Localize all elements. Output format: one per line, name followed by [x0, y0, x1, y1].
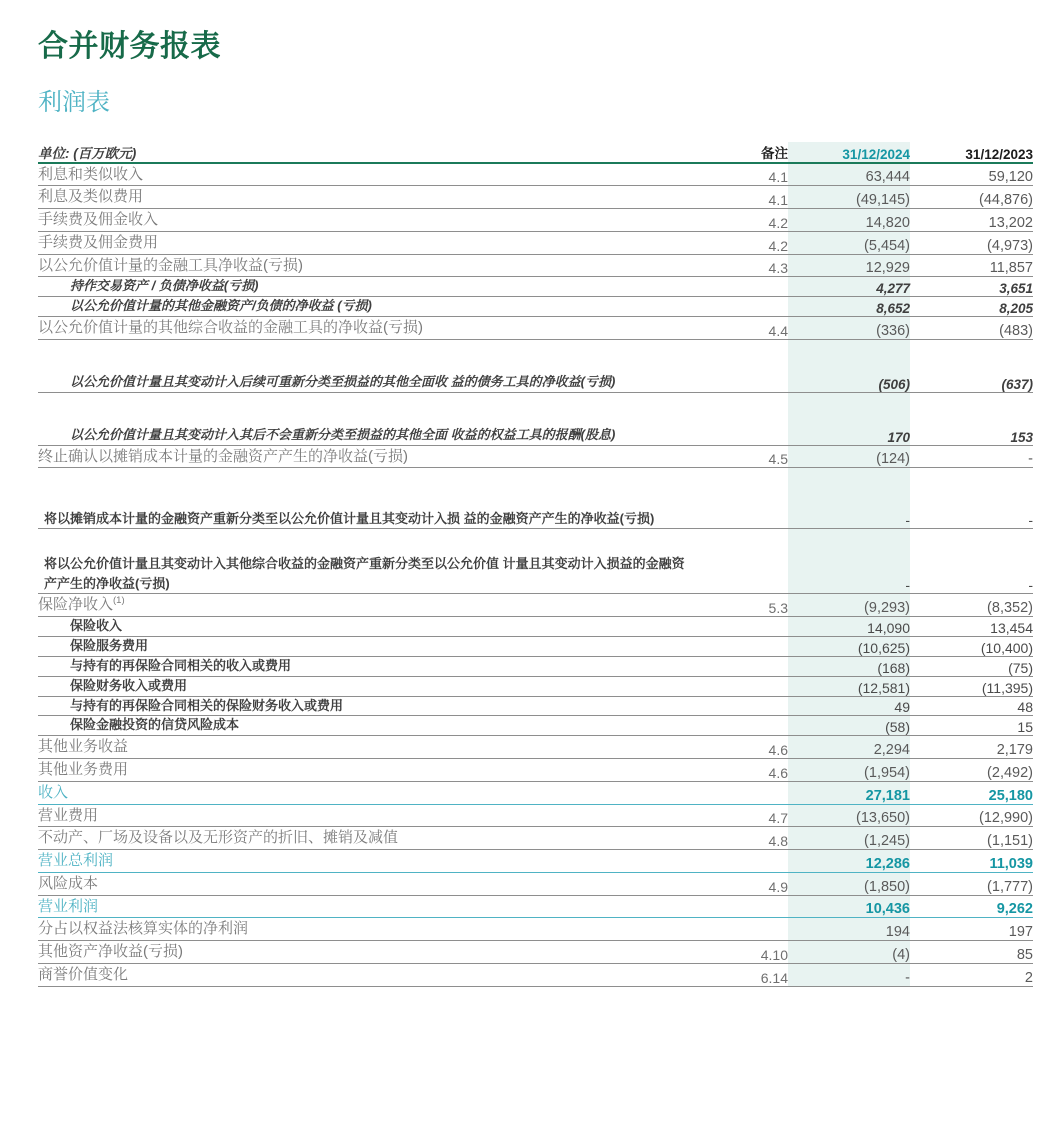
row-note-reference: 4.3 [686, 254, 788, 277]
row-note-reference: 4.1 [686, 163, 788, 186]
row-value-current: 8,652 [788, 297, 910, 317]
row-note-reference: 4.9 [686, 872, 788, 895]
table-row [38, 637, 1033, 657]
row-label: 分占以权益法核算实体的净利润 [38, 918, 686, 941]
table-row [38, 941, 1033, 964]
row-label: 将以摊销成本计量的金融资产重新分类至以公允价值计量且其变动计入损 益的金融资产产生的净收益(亏损) [38, 468, 686, 529]
page-title: 合并财务报表 [38, 30, 221, 63]
row-note-reference [686, 277, 788, 297]
row-value-previous: 11,039 [910, 850, 1033, 873]
row-note-reference: 6.14 [686, 963, 788, 986]
row-value-current: 12,929 [788, 254, 910, 277]
row-note-reference: 4.4 [686, 316, 788, 339]
row-label: 保险财务收入或费用 [38, 676, 686, 696]
row-value-previous: (1,151) [910, 827, 1033, 850]
row-label: 保险服务费用 [38, 637, 686, 657]
row-value-current: - [788, 468, 910, 529]
table-row [38, 339, 1033, 392]
row-value-current: (4) [788, 941, 910, 964]
table-row [38, 736, 1033, 759]
table-row [38, 186, 1033, 209]
row-note-reference [686, 781, 788, 804]
row-note-reference [686, 392, 788, 445]
row-label: 手续费及佣金收入 [38, 209, 686, 232]
row-label: 持作交易资产 / 负债净收益(亏损) [38, 277, 686, 297]
row-value-current: (9,293) [788, 594, 910, 617]
table-row [38, 918, 1033, 941]
table-row [38, 716, 1033, 736]
row-note-reference [686, 676, 788, 696]
row-value-previous: 2,179 [910, 736, 1033, 759]
row-label: 其他资产净收益(亏损) [38, 941, 686, 964]
row-value-current: (1,245) [788, 827, 910, 850]
row-value-previous: - [910, 529, 1033, 594]
row-label: 商誉价值变化 [38, 963, 686, 986]
row-value-current: 14,820 [788, 209, 910, 232]
row-note-reference: 4.2 [686, 209, 788, 232]
row-value-previous: (10,400) [910, 637, 1033, 657]
row-value-current: - [788, 963, 910, 986]
table-row [38, 529, 1033, 594]
row-note-reference: 4.6 [686, 759, 788, 782]
row-note-reference [686, 297, 788, 317]
table-row [38, 392, 1033, 445]
row-note-reference: 4.10 [686, 941, 788, 964]
row-value-previous: 9,262 [910, 895, 1033, 918]
column-header-previous-period: 31/12/2023 [910, 142, 1033, 163]
row-value-previous: (4,973) [910, 231, 1033, 254]
row-note-reference [686, 716, 788, 736]
row-label: 以公允价值计量且其变动计入后续可重新分类至损益的其他全面收 益的债务工具的净收益(亏损) [38, 339, 686, 392]
row-value-current: 2,294 [788, 736, 910, 759]
row-value-current: 63,444 [788, 163, 910, 186]
table-row [38, 895, 1033, 918]
table-row [38, 656, 1033, 676]
row-value-current: 49 [788, 696, 910, 716]
table-row [38, 163, 1033, 186]
row-note-reference: 4.2 [686, 231, 788, 254]
row-value-current: - [788, 529, 910, 594]
row-value-current: 194 [788, 918, 910, 941]
row-value-current: (336) [788, 316, 910, 339]
row-note-reference [686, 617, 788, 637]
row-value-previous: (637) [910, 339, 1033, 392]
row-value-current: (1,954) [788, 759, 910, 782]
row-label: 保险金融投资的信贷风险成本 [38, 716, 686, 736]
row-value-previous: 2 [910, 963, 1033, 986]
row-label: 将以公允价值计量且其变动计入其他综合收益的金融资产重新分类至以公允价值 计量且其变动计入损益的金融资产产生的净收益(亏损) [38, 529, 686, 594]
row-note-reference: 4.6 [686, 736, 788, 759]
table-body [38, 163, 1033, 987]
table-row [38, 676, 1033, 696]
column-header-current-period: 31/12/2024 [788, 142, 910, 163]
row-value-previous: 197 [910, 918, 1033, 941]
row-note-reference [686, 656, 788, 676]
row-note-reference [686, 529, 788, 594]
table-row [38, 297, 1033, 317]
row-label: 利息和类似收入 [38, 163, 686, 186]
row-value-previous: (12,990) [910, 804, 1033, 827]
financial-statement-page [0, 28, 1059, 987]
row-value-current: (49,145) [788, 186, 910, 209]
row-value-current: 10,436 [788, 895, 910, 918]
row-label: 手续费及佣金费用 [38, 231, 686, 254]
row-label: 保险净收入$^{(1)}$ [38, 594, 686, 617]
row-value-previous: 59,120 [910, 163, 1033, 186]
row-value-previous: (483) [910, 316, 1033, 339]
row-value-current: (58) [788, 716, 910, 736]
table-row [38, 963, 1033, 986]
row-value-current: (506) [788, 339, 910, 392]
row-note-reference: 4.5 [686, 445, 788, 468]
row-note-reference [686, 637, 788, 657]
row-value-current: (12,581) [788, 676, 910, 696]
row-label: 营业利润 [38, 895, 686, 918]
row-note-reference: 4.8 [686, 827, 788, 850]
row-footnote-marker: (1) [113, 595, 125, 607]
table-row [38, 594, 1033, 617]
row-value-current: 27,181 [788, 781, 910, 804]
row-value-previous: 25,180 [910, 781, 1033, 804]
row-label: 风险成本 [38, 872, 686, 895]
row-note-reference [686, 895, 788, 918]
table-row [38, 231, 1033, 254]
row-label: 终止确认以摊销成本计量的金融资产产生的净收益(亏损) [38, 445, 686, 468]
row-label: 以公允价值计量的其他综合收益的金融工具的净收益(亏损) [38, 316, 686, 339]
row-label: 利息及类似费用 [38, 186, 686, 209]
table-row [38, 277, 1033, 297]
row-label: 收入 [38, 781, 686, 804]
table-row [38, 254, 1033, 277]
row-value-current: (13,650) [788, 804, 910, 827]
row-value-previous: - [910, 445, 1033, 468]
row-label: 以公允价值计量的其他金融资产/负债的净收益 (亏损) [38, 297, 686, 317]
column-header-note: 备注 [686, 142, 788, 163]
row-value-previous: 11,857 [910, 254, 1033, 277]
row-value-previous: (75) [910, 656, 1033, 676]
row-note-reference [686, 850, 788, 873]
table-row [38, 445, 1033, 468]
row-value-current: (5,454) [788, 231, 910, 254]
row-value-current: (168) [788, 656, 910, 676]
row-label: 以公允价值计量且其变动计入其后不会重新分类至损益的其他全面 收益的权益工具的报酬(股息) [38, 392, 686, 445]
row-value-previous: 85 [910, 941, 1033, 964]
table-row [38, 850, 1033, 873]
row-value-previous: - [910, 468, 1033, 529]
table-header-row [38, 142, 1033, 163]
row-value-current: (1,850) [788, 872, 910, 895]
row-label: 与持有的再保险合同相关的收入或费用 [38, 656, 686, 676]
row-value-previous: 15 [910, 716, 1033, 736]
table-row [38, 872, 1033, 895]
row-note-reference [686, 918, 788, 941]
row-label: 营业总利润 [38, 850, 686, 873]
row-note-reference [686, 696, 788, 716]
row-label: 与持有的再保险合同相关的保险财务收入或费用 [38, 696, 686, 716]
row-note-reference: 5.3 [686, 594, 788, 617]
table-row [38, 209, 1033, 232]
table-row [38, 696, 1033, 716]
table-row [38, 759, 1033, 782]
row-note-reference: 4.1 [686, 186, 788, 209]
table-row [38, 316, 1033, 339]
row-value-previous: (11,395) [910, 676, 1033, 696]
table-row [38, 468, 1033, 529]
row-value-current: 170 [788, 392, 910, 445]
row-value-previous: (8,352) [910, 594, 1033, 617]
row-value-previous: 8,205 [910, 297, 1033, 317]
row-value-current: 14,090 [788, 617, 910, 637]
row-value-previous: 13,202 [910, 209, 1033, 232]
row-label: 营业费用 [38, 804, 686, 827]
page-subtitle: 利润表 [38, 88, 110, 116]
row-value-previous: 13,454 [910, 617, 1033, 637]
row-value-current: (10,625) [788, 637, 910, 657]
row-value-current: 4,277 [788, 277, 910, 297]
row-label: 以公允价值计量的金融工具净收益(亏损) [38, 254, 686, 277]
row-label: 不动产、厂场及设备以及无形资产的折旧、摊销及减值 [38, 827, 686, 850]
row-note-reference [686, 468, 788, 529]
row-value-previous: (44,876) [910, 186, 1033, 209]
unit-label: 单位: (百万欧元) [38, 142, 686, 163]
table-row [38, 781, 1033, 804]
row-value-previous: (2,492) [910, 759, 1033, 782]
row-value-previous: 153 [910, 392, 1033, 445]
row-value-previous: (1,777) [910, 872, 1033, 895]
row-note-reference [686, 339, 788, 392]
table-row [38, 827, 1033, 850]
row-value-previous: 48 [910, 696, 1033, 716]
income-statement-table [38, 142, 1033, 987]
row-note-reference: 4.7 [686, 804, 788, 827]
table-row [38, 804, 1033, 827]
row-value-current: 12,286 [788, 850, 910, 873]
table-row [38, 617, 1033, 637]
row-label: 其他业务费用 [38, 759, 686, 782]
row-value-current: (124) [788, 445, 910, 468]
row-label: 保险收入 [38, 617, 686, 637]
row-value-previous: 3,651 [910, 277, 1033, 297]
row-label: 其他业务收益 [38, 736, 686, 759]
